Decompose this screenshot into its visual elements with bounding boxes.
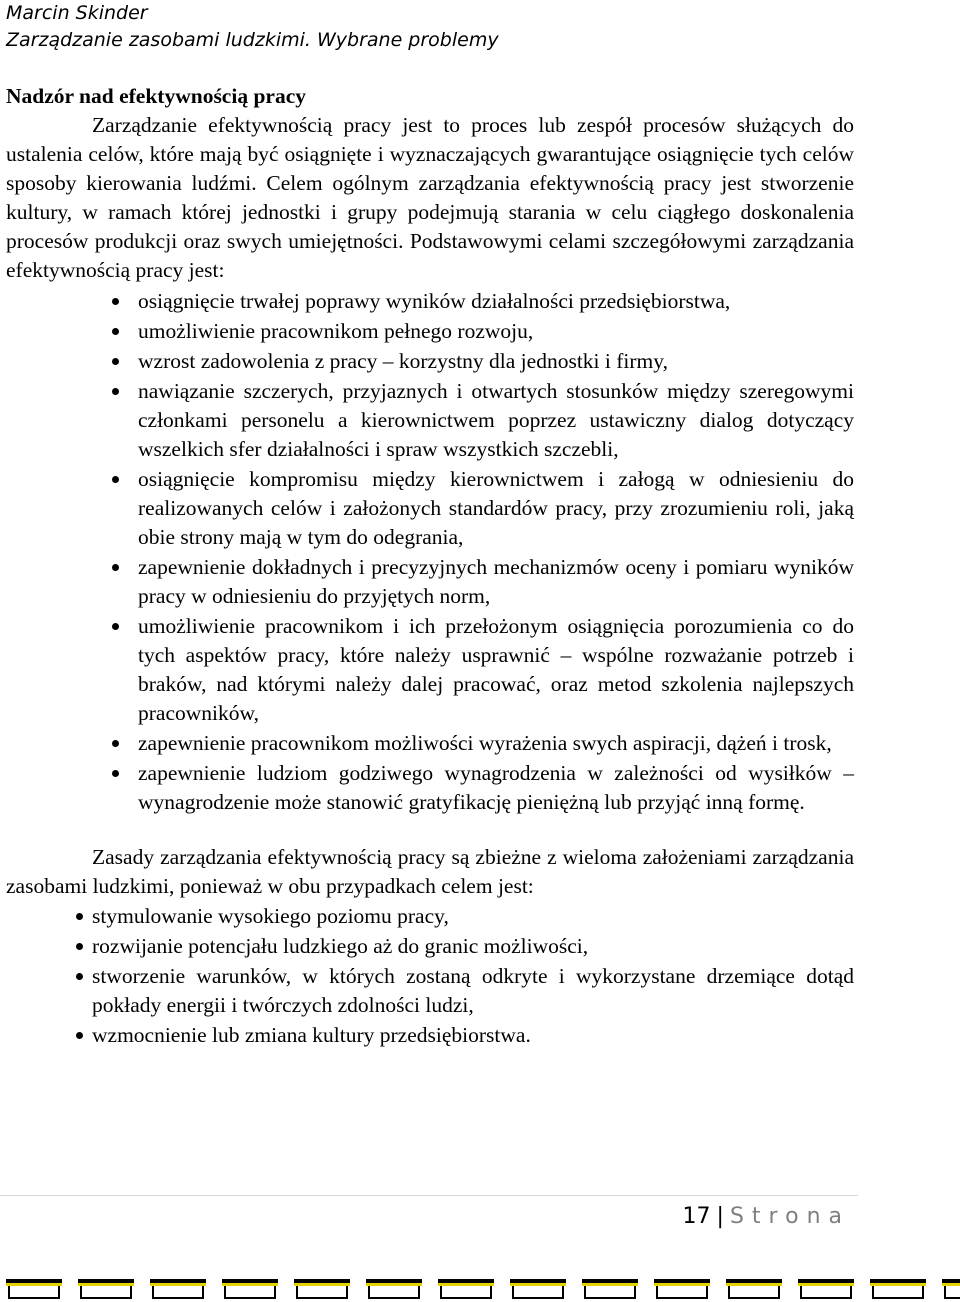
list-item: zapewnienie pracownikom możliwości wyrażenia swych aspiracji, dążeń i trosk, — [138, 729, 854, 758]
list-item: rozwijanie potencjału ludzkiego aż do granic możliwości, — [92, 932, 854, 961]
header-author: Marcin Skinder — [6, 2, 148, 24]
list-item: zapewnienie dokładnych i precyzyjnych mechanizmów oceny i pomiaru wyników pracy w odniesieniu do przyjętych norm, — [138, 553, 854, 611]
document-body — [6, 82, 854, 1051]
principles-paragraph: Zasady zarządzania efektywnością pracy są zbieżne z wieloma założeniami zarządzania zasobami ludzkimi, ponieważ w obu przypadkach celem jest: — [6, 845, 854, 898]
page-number-value: 17 — [682, 1204, 711, 1229]
list-item: stymulowanie wysokiego poziomu pracy, — [92, 902, 854, 931]
list-item: nawiązanie szczerych, przyjaznych i otwartych stosunków między szeregowymi członkami personelu a kierownictwem poprzez ustawiczny dialog dotyczący wszelkich sfer działalności i spraw wszystkich szczebli, — [138, 377, 854, 464]
goals-list — [138, 287, 854, 817]
principles-list — [92, 902, 854, 1050]
list-item: umożliwienie pracownikom i ich przełożonym osiągnięcia porozumienia co do tych aspektów pracy, które należy usprawnić – wspólne rozważanie potrzeb i braków, nad którymi należy dalej pracować, oraz metod szkolenia najlepszych pracowników, — [138, 612, 854, 728]
list-item: wzmocnienie lub zmiana kultury przedsiębiorstwa. — [92, 1021, 854, 1050]
list-item: osiągnięcie trwałej poprawy wyników działalności przedsiębiorstwa, — [138, 287, 854, 316]
list-item: wzrost zadowolenia z pracy – korzystny dla jednostki i firmy, — [138, 347, 854, 376]
list-item: umożliwienie pracownikom pełnego rozwoju, — [138, 317, 854, 346]
list-item: zapewnienie ludziom godziwego wynagrodzenia w zależności od wysiłków – wynagrodzenie może stanowić gratyfikację pieniężną lub przyjąć inną formę. — [138, 759, 854, 817]
paragraph-gap — [6, 818, 854, 843]
list-item: osiągnięcie kompromisu między kierownictwem i załogą w odniesieniu do realizowanych celów i założonych standardów pracy, przy zrozumieniu roli, jaką obie strony mają w tym do odegrania, — [138, 465, 854, 552]
page-number — [683, 1200, 850, 1234]
section-heading: Nadzór nad efektywnością pracy — [6, 84, 306, 108]
page-header — [6, 0, 906, 54]
decorative-border — [0, 1276, 960, 1300]
footer-divider — [0, 1195, 858, 1196]
header-title: Zarządzanie zasobami ludzkimi. Wybrane problemy — [6, 29, 499, 51]
list-item: stworzenie warunków, w których zostaną odkryte i wykorzystane drzemiące dotąd pokłady energii i twórczych zdolności ludzi, — [92, 962, 854, 1020]
intro-paragraph: Zarządzanie efektywnością pracy jest to proces lub zespół procesów służących do ustalenia celów, które mają być osiągnięte i wyznaczających gwarantujące osiągnięcie tych celów sposoby kierowania ludźmi. Celem ogólnym zarządzania efektywnością pracy jest stworzenie kultury, w ramach której jednostki i grupy podejmują starania w celu ciągłego doskonalenia procesów produkcji oraz swych umiejętności. Podstawowymi celami szczegółowymi zarządzania efektywnością pracy jest: — [6, 113, 854, 282]
page-word: Strona — [729, 1204, 850, 1229]
page-number-separator: | — [716, 1204, 724, 1229]
